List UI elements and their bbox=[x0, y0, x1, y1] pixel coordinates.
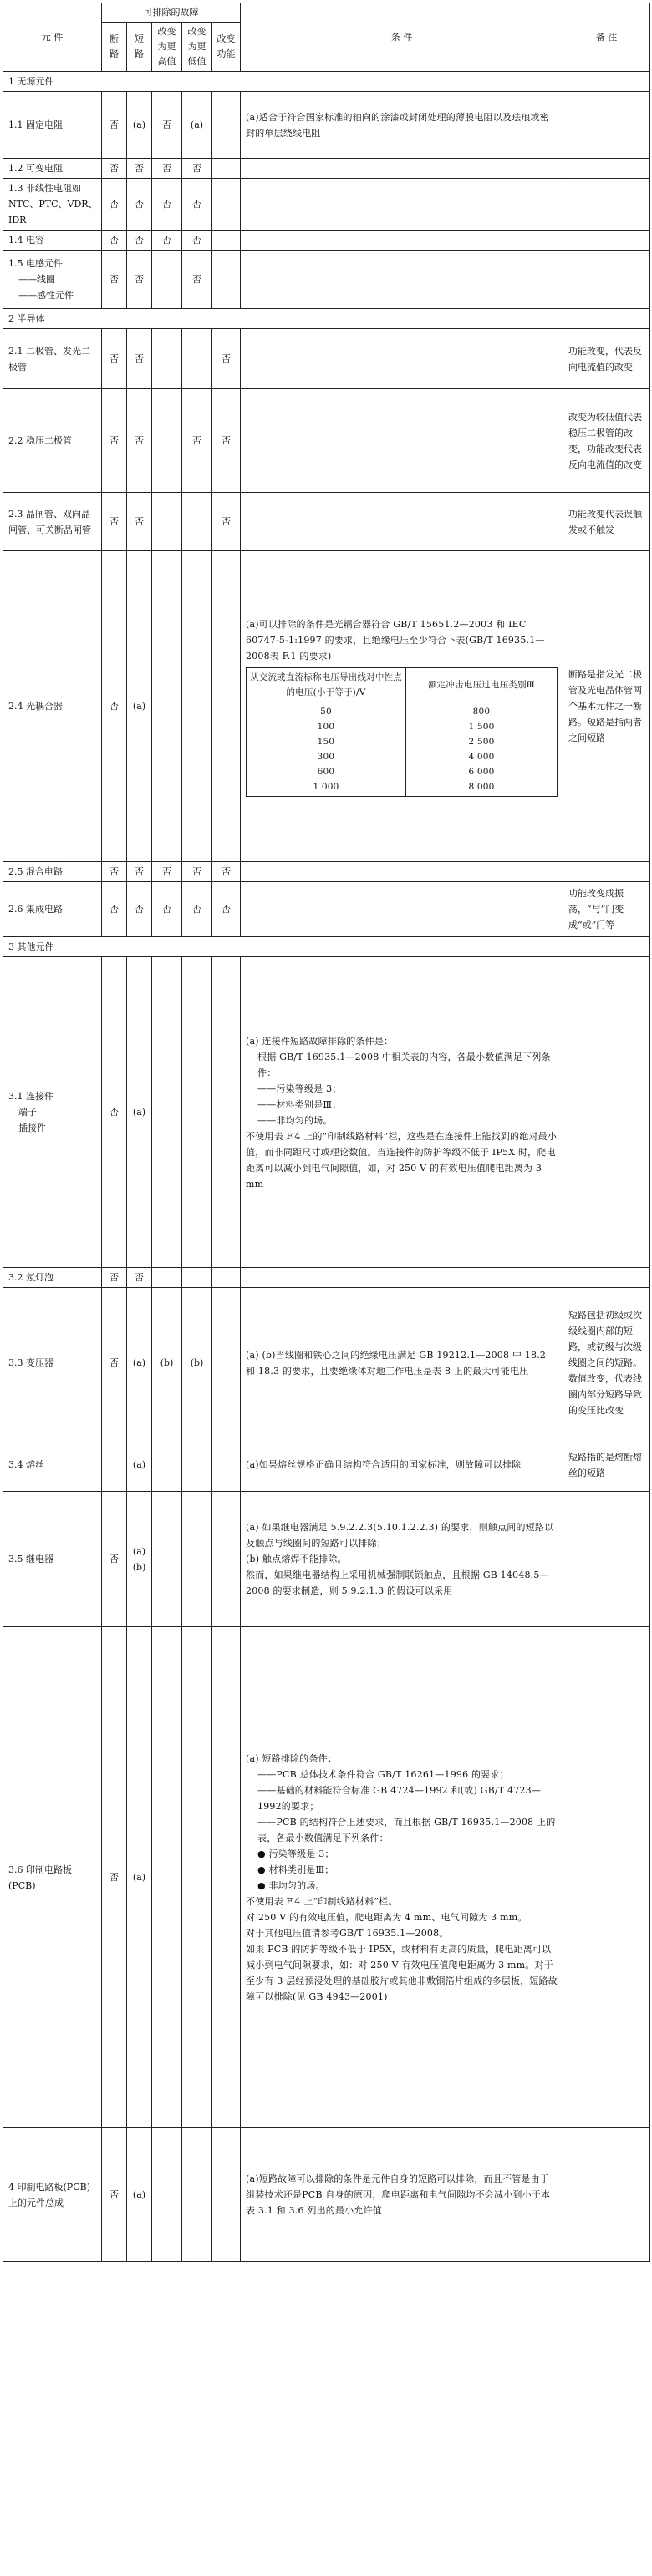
table-row bbox=[3, 251, 650, 309]
standard-fault-table bbox=[3, 3, 649, 2262]
row-name: 3.6 印制电路板(PCB) bbox=[3, 1627, 102, 2128]
list-item: 6 000 bbox=[468, 766, 495, 777]
cell-low bbox=[182, 2128, 212, 2262]
short-mark-b: (b) bbox=[132, 1561, 146, 1573]
header-open: 断路 bbox=[102, 23, 127, 72]
cell-short: 否 bbox=[127, 251, 152, 309]
cell-func bbox=[212, 251, 241, 309]
row-name-sub: ——线圈 bbox=[18, 274, 55, 285]
cell-condition: (a)适合于符合国家标准的轴向的涂漆或封闭处理的薄膜电阻以及珐琅或密封的单层绕线电阻 bbox=[241, 92, 563, 159]
cell-condition bbox=[241, 551, 563, 862]
list-item: 8 000 bbox=[468, 781, 495, 792]
cell-condition bbox=[241, 231, 563, 251]
list-item: 100 bbox=[317, 721, 335, 732]
header-func-change: 改变功能 bbox=[212, 23, 241, 72]
cell-note bbox=[563, 2128, 650, 2262]
cell-func bbox=[212, 231, 241, 251]
condition-line: 不使用表 F.4 上的“印制线路材料”栏，这些是在连接件上能找到的绝对最小值，而非同距尺寸或理论数值。当连接件的防护等级不低于 IP5X 时，爬电距离可以减小到电气间隙值，如，对 250 V 的有效电压值爬电距离为 3 mm bbox=[246, 1130, 558, 1189]
row-name: 1.3 非线性电阻如 NTC、PTC、VDR、IDR bbox=[3, 179, 102, 231]
cell-open: 否 bbox=[102, 179, 127, 231]
cell-note bbox=[563, 1627, 650, 2128]
insulation-voltage-table bbox=[246, 667, 558, 797]
table-row bbox=[3, 389, 650, 493]
cell-low bbox=[182, 551, 212, 862]
section-passive: 1 无源元件 bbox=[3, 72, 650, 92]
cell-condition bbox=[241, 957, 563, 1268]
cell-low: 否 bbox=[182, 159, 212, 179]
header-short: 短路 bbox=[127, 23, 152, 72]
cell-open: 否 bbox=[102, 862, 127, 882]
cell-condition: (a) (b)当线圈和铁心之间的绝缘电压满足 GB 19212.1—2008 中 18.2 和 18.3 的要求，且要绝缘体对地工作电压是表 8 上的最大可能电压 bbox=[241, 1288, 563, 1438]
row-name: 2.4 光耦合器 bbox=[3, 551, 102, 862]
header-faults-group: 可排除的故障 bbox=[102, 3, 241, 23]
cell-func bbox=[212, 1492, 241, 1627]
table-row bbox=[3, 231, 650, 251]
cell-short: (a) bbox=[127, 957, 152, 1268]
row-name: 2.2 稳压二极管 bbox=[3, 389, 102, 493]
row-name: 3.2 氖灯泡 bbox=[3, 1268, 102, 1288]
cell-short bbox=[127, 1492, 152, 1627]
list-item: 600 bbox=[317, 766, 335, 777]
condition-line: ——PCB 总体技术条件符合 GB/T 16261—1996 的要求； bbox=[257, 1768, 509, 1780]
cell-note bbox=[563, 957, 650, 1268]
cell-low bbox=[182, 493, 212, 551]
row-name: 3.4 熔丝 bbox=[3, 1438, 102, 1492]
row-name: 1.2 可变电阻 bbox=[3, 159, 102, 179]
header-conditions: 条 件 bbox=[241, 3, 563, 72]
cell-high: 否 bbox=[152, 882, 182, 937]
cell-func bbox=[212, 1288, 241, 1438]
cell-condition bbox=[241, 179, 563, 231]
cell-func bbox=[212, 179, 241, 231]
inner-header-impulse: 额定冲击电压过电压类别Ⅲ bbox=[406, 667, 558, 702]
cell-low bbox=[182, 1438, 212, 1492]
cell-open bbox=[102, 1438, 127, 1492]
condition-line: 对于其他电压值请参考GB/T 16935.1—2008。 bbox=[246, 1927, 449, 1939]
cell-high bbox=[152, 493, 182, 551]
header-remarks: 备 注 bbox=[563, 3, 650, 72]
cell-condition bbox=[241, 389, 563, 493]
list-item: 150 bbox=[317, 736, 335, 747]
row-name: 2.6 集成电路 bbox=[3, 882, 102, 937]
table-row bbox=[3, 882, 650, 937]
table-row bbox=[3, 862, 650, 882]
list-item: 2 500 bbox=[468, 736, 495, 747]
cell-note bbox=[563, 251, 650, 309]
table-row bbox=[3, 551, 650, 862]
condition-line: 如果 PCB 的防护等级不低于 IP5X，或材料有更高的质量，爬电距离可以减小到电气间隙要求，如：对 250 V 有效电压值爬电距离为 3 mm。对于至少有 3 层经预浸处理的基础胶片或其他非敷铜箔片组成的多层板，短路故障可以排除(见 GB 4943—2001) bbox=[246, 1943, 558, 2002]
cell-high: 否 bbox=[152, 231, 182, 251]
section-other: 3 其他元件 bbox=[3, 937, 650, 957]
cell-note bbox=[563, 92, 650, 159]
cell-high bbox=[152, 1627, 182, 2128]
cell-high bbox=[152, 1492, 182, 1627]
cell-condition bbox=[241, 329, 563, 389]
cell-open: 否 bbox=[102, 493, 127, 551]
header-to-high: 改变为更高值 bbox=[152, 23, 182, 72]
table-row bbox=[3, 92, 650, 159]
cell-open: 否 bbox=[102, 329, 127, 389]
cell-func bbox=[212, 1268, 241, 1288]
cell-high: 否 bbox=[152, 92, 182, 159]
cell-condition: (a)短路故障可以排除的条件是元件自身的短路可以排除，而且不管是由于组装技术还是PCB 自身的原因，爬电距离和电气间隙均不会减小到小于本表 3.1 和 3.6 列出的最小允许值 bbox=[241, 2128, 563, 2262]
cell-open: 否 bbox=[102, 389, 127, 493]
cell-condition bbox=[241, 1627, 563, 2128]
cell-low: 否 bbox=[182, 862, 212, 882]
row-name-main: 3.1 连接件 bbox=[8, 1091, 53, 1102]
cell-short: (a) bbox=[127, 2128, 152, 2262]
row-name: 4 印制电路板(PCB)上的元件总成 bbox=[3, 2128, 102, 2262]
inner-header-voltage: 从交流或直流标称电压导出线对中性点的电压(小于等于)/V bbox=[247, 667, 406, 702]
cell-high bbox=[152, 2128, 182, 2262]
row-name bbox=[3, 957, 102, 1268]
condition-line: (b) 触点熔焊不能排除。 bbox=[246, 1554, 347, 1564]
cell-note: 功能改变成振荡，“与”门变成“或”门等 bbox=[563, 882, 650, 937]
table-row bbox=[3, 493, 650, 551]
cell-high bbox=[152, 1438, 182, 1492]
cell-high bbox=[152, 1268, 182, 1288]
condition-line: ——PCB 的结构符合上述要求，而且根据 GB/T 16935.1—2008 上的表，各最小数值满足下列条件： bbox=[257, 1816, 556, 1843]
cell-func: 否 bbox=[212, 882, 241, 937]
condition-line: ——污染等级是 3； bbox=[257, 1083, 342, 1094]
cell-condition bbox=[241, 251, 563, 309]
cell-note: 改变为较低值代表稳压二极管的改变，功能改变代表反向电流值的改变 bbox=[563, 389, 650, 493]
cell-note: 功能改变代表误触发或不触发 bbox=[563, 493, 650, 551]
cell-high bbox=[152, 251, 182, 309]
cell-note bbox=[563, 231, 650, 251]
cell-low: 否 bbox=[182, 179, 212, 231]
cell-open: 否 bbox=[102, 1492, 127, 1627]
row-name: 1.4 电容 bbox=[3, 231, 102, 251]
cell-open: 否 bbox=[102, 159, 127, 179]
row-name: 2.1 二极管、发光二极管 bbox=[3, 329, 102, 389]
list-item: 1 500 bbox=[468, 721, 495, 732]
cell-condition bbox=[241, 1268, 563, 1288]
condition-line: ● 材料类别是Ⅲ； bbox=[257, 1864, 334, 1875]
cell-note: 断路是指发光二极管及光电晶体管两个基本元件之一断路。短路是指两者之间短路 bbox=[563, 551, 650, 862]
cell-short: 否 bbox=[127, 179, 152, 231]
cell-func bbox=[212, 551, 241, 862]
cell-note bbox=[563, 862, 650, 882]
cell-short: (a) bbox=[127, 1288, 152, 1438]
condition-line: (a) 如果继电器满足 5.9.2.2.3(5.10.1.2.2.3) 的要求，则触点间的短路以及触点与线圈间的短路可以排除； bbox=[246, 1522, 554, 1549]
row-name-sub: 端子 bbox=[18, 1107, 37, 1118]
condition-text: (a)可以排除的条件是光耦合器符合 GB/T 15651.2—2003 和 IEC 60747-5-1:1997 的要求，且绝缘电压至少符合下表(GB/T 16935.1—2008表 F.1 的要求) bbox=[246, 618, 545, 662]
table-row bbox=[3, 1268, 650, 1288]
cell-note: 短路包括初级或次级线圈内部的短路，或初级与次级线圈之间的短路。数值改变，代表线圈内部分短路导致的变压比改变 bbox=[563, 1288, 650, 1438]
cell-low: (a) bbox=[182, 92, 212, 159]
cell-func bbox=[212, 92, 241, 159]
cell-func bbox=[212, 2128, 241, 2262]
row-name-main: 1.5 电感元件 bbox=[8, 258, 63, 269]
cell-low bbox=[182, 1268, 212, 1288]
cell-low: 否 bbox=[182, 882, 212, 937]
cell-condition bbox=[241, 862, 563, 882]
cell-condition bbox=[241, 493, 563, 551]
table-row bbox=[3, 159, 650, 179]
cell-short: 否 bbox=[127, 159, 152, 179]
list-item: 50 bbox=[320, 706, 332, 717]
table-row bbox=[3, 1438, 650, 1492]
section-semiconductor: 2 半导体 bbox=[3, 309, 650, 329]
cell-short: 否 bbox=[127, 493, 152, 551]
header-to-low: 改变为更低值 bbox=[182, 23, 212, 72]
cell-low bbox=[182, 1492, 212, 1627]
list-item: 800 bbox=[472, 706, 491, 717]
cell-high bbox=[152, 389, 182, 493]
condition-line: ——基础的材料能符合标准 GB 4724—1992 和(或) GB/T 4723—1992的要求； bbox=[257, 1784, 542, 1812]
cell-func bbox=[212, 1627, 241, 2128]
cell-short: (a) bbox=[127, 551, 152, 862]
cell-low: 否 bbox=[182, 251, 212, 309]
inner-voltage-values bbox=[247, 702, 406, 796]
cell-note: 短路指的是熔断熔丝的短路 bbox=[563, 1438, 650, 1492]
condition-line: ● 污染等级是 3； bbox=[257, 1848, 334, 1859]
condition-line: ● 非均匀的场。 bbox=[257, 1879, 325, 1891]
header-component: 元 件 bbox=[3, 3, 102, 72]
row-name: 2.5 混合电路 bbox=[3, 862, 102, 882]
table-row bbox=[3, 1492, 650, 1627]
condition-line: 然而，如果继电器结构上采用机械强制联锁触点，且根据 GB 14048.5—2008 的要求制造，则 5.9.2.1.3 的假设可以采用 bbox=[246, 1569, 549, 1596]
condition-line: ——材料类别是Ⅲ； bbox=[257, 1098, 342, 1110]
row-name: 2.3 晶闸管、双向晶闸管、可关断晶闸管 bbox=[3, 493, 102, 551]
cell-high: 否 bbox=[152, 862, 182, 882]
row-name: 3.3 变压器 bbox=[3, 1288, 102, 1438]
cell-short: (a) bbox=[127, 92, 152, 159]
table-row bbox=[3, 1627, 650, 2128]
cell-open: 否 bbox=[102, 251, 127, 309]
list-item: 4 000 bbox=[468, 751, 495, 762]
cell-short: 否 bbox=[127, 329, 152, 389]
cell-open: 否 bbox=[102, 882, 127, 937]
cell-short: (a) bbox=[127, 1438, 152, 1492]
cell-short: 否 bbox=[127, 389, 152, 493]
cell-func bbox=[212, 957, 241, 1268]
condition-line: 对 250 V 的有效电压值，爬电距离为 4 mm、电气间隙为 3 mm。 bbox=[246, 1911, 527, 1923]
list-item: 300 bbox=[317, 751, 335, 762]
condition-line: 根据 GB/T 16935.1—2008 中相关表的内容，各最小数值满足下列条件： bbox=[257, 1051, 551, 1078]
cell-high bbox=[152, 551, 182, 862]
row-name-sub: 插接件 bbox=[18, 1123, 46, 1133]
cell-low: (b) bbox=[182, 1288, 212, 1438]
cell-condition bbox=[241, 1492, 563, 1627]
cell-func: 否 bbox=[212, 493, 241, 551]
cell-open: 否 bbox=[102, 1268, 127, 1288]
cell-note bbox=[563, 1492, 650, 1627]
cell-short: (a) bbox=[127, 1627, 152, 2128]
cell-open: 否 bbox=[102, 2128, 127, 2262]
cell-func bbox=[212, 1438, 241, 1492]
condition-line: (a) 短路排除的条件： bbox=[246, 1752, 338, 1764]
row-name bbox=[3, 251, 102, 309]
cell-func: 否 bbox=[212, 329, 241, 389]
cell-note bbox=[563, 179, 650, 231]
cell-open: 否 bbox=[102, 551, 127, 862]
cell-low bbox=[182, 329, 212, 389]
cell-open: 否 bbox=[102, 1288, 127, 1438]
cell-low: 否 bbox=[182, 231, 212, 251]
table-row bbox=[3, 329, 650, 389]
cell-func bbox=[212, 159, 241, 179]
cell-high: (b) bbox=[152, 1288, 182, 1438]
cell-condition: (a)如果熔丝规格正确且结构符合适用的国家标准，则故障可以排除 bbox=[241, 1438, 563, 1492]
cell-short: 否 bbox=[127, 882, 152, 937]
cell-func: 否 bbox=[212, 389, 241, 493]
cell-high bbox=[152, 329, 182, 389]
row-name: 3.5 继电器 bbox=[3, 1492, 102, 1627]
cell-high: 否 bbox=[152, 179, 182, 231]
cell-condition bbox=[241, 159, 563, 179]
condition-line: ——非均匀的场。 bbox=[257, 1114, 333, 1126]
list-item: 1 000 bbox=[313, 781, 339, 792]
cell-note bbox=[563, 1268, 650, 1288]
cell-open: 否 bbox=[102, 957, 127, 1268]
cell-short: 否 bbox=[127, 862, 152, 882]
cell-high bbox=[152, 957, 182, 1268]
short-mark-a: (a) bbox=[132, 1545, 146, 1557]
table-row bbox=[3, 2128, 650, 2262]
cell-func: 否 bbox=[212, 862, 241, 882]
cell-short: 否 bbox=[127, 1268, 152, 1288]
cell-low bbox=[182, 957, 212, 1268]
cell-short: 否 bbox=[127, 231, 152, 251]
cell-open: 否 bbox=[102, 231, 127, 251]
cell-condition bbox=[241, 882, 563, 937]
cell-low: 否 bbox=[182, 389, 212, 493]
cell-high: 否 bbox=[152, 159, 182, 179]
table-row bbox=[3, 1288, 650, 1438]
row-name-sub: ——感性元件 bbox=[18, 290, 74, 301]
condition-line: 不使用表 F.4 上“印制线路材料”栏。 bbox=[246, 1895, 398, 1907]
inner-impulse-values bbox=[406, 702, 558, 796]
cell-note bbox=[563, 159, 650, 179]
cell-low bbox=[182, 1627, 212, 2128]
cell-note: 功能改变，代表反向电流值的改变 bbox=[563, 329, 650, 389]
fault-exclusion-table bbox=[3, 3, 650, 2262]
table-row bbox=[3, 179, 650, 231]
row-name: 1.1 固定电阻 bbox=[3, 92, 102, 159]
cell-open: 否 bbox=[102, 1627, 127, 2128]
table-row bbox=[3, 957, 650, 1268]
condition-line: (a) 连接件短路故障排除的条件是： bbox=[246, 1035, 394, 1047]
cell-open: 否 bbox=[102, 92, 127, 159]
